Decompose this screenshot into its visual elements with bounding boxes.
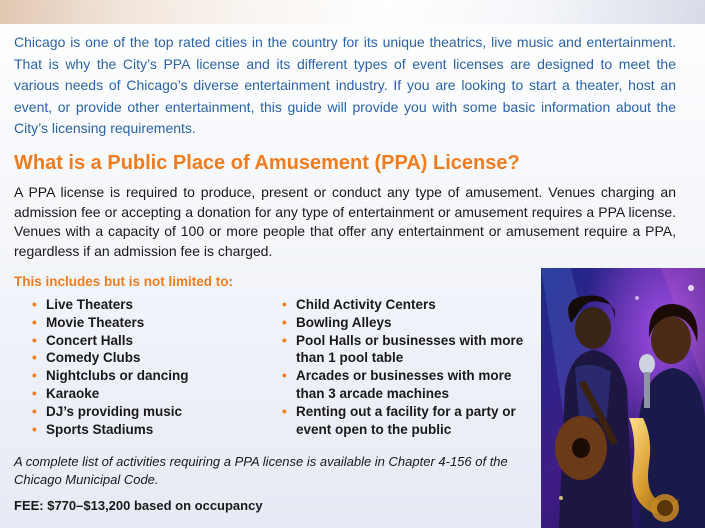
activity-list-left: [30, 296, 270, 438]
list-item: [30, 385, 270, 403]
bullet-icon: •: [32, 350, 37, 366]
list-item-label: Sports Stadiums: [46, 421, 154, 437]
list-item-label: Pool Halls or businesses with more than 1 pool table: [296, 332, 524, 366]
list-item-label: Child Activity Centers: [296, 297, 436, 312]
list-item: [280, 367, 525, 403]
list-item: [280, 314, 525, 332]
intro-paragraph: Chicago is one of the top rated cities in the country for its unique theatrics, live music and entertainment. That is why the City’s PPA license and its different types of event licenses are designed to meet the various needs of Chicago’s diverse entertainment industry. If you are looking to start a theater, host an event, or provide other entertainment, this guide will provide you with some basic information about the City’s licensing requirements.: [14, 34, 676, 136]
list-item: [30, 296, 270, 314]
list-item-label: Bowling Alleys: [296, 314, 392, 330]
decorative-header-strip: [0, 0, 705, 24]
list-item-label: Arcades or businesses with more than 3 arcade machines: [296, 368, 512, 401]
bullet-icon: •: [282, 368, 287, 384]
list-item: [30, 403, 270, 421]
list-item-label: Movie Theaters: [46, 314, 145, 330]
list-item: [30, 314, 270, 332]
list-item-label: Karaoke: [46, 385, 100, 401]
musicians-photo-illustration: [541, 268, 705, 528]
list-item-label: Comedy Clubs: [46, 350, 141, 366]
list-item-label: DJ’s providing music: [46, 403, 183, 419]
list-item: [280, 296, 525, 314]
bullet-icon: •: [282, 403, 287, 419]
bullet-icon: •: [32, 314, 37, 330]
list-item: [30, 421, 270, 439]
list-item: [30, 367, 270, 385]
list-item-label: Nightclubs or dancing: [46, 368, 189, 384]
bullet-icon: •: [32, 421, 37, 437]
ppa-description: A PPA license is required to produce, present or conduct any type of amusement. Venues charging an admission fee or accepting a donation for any type of entertainment or amusement requires a PPA license. Venues with a capacity of 100 or more people that offer any entertainment or amusement require a PPA, regardless if an admission fee is charged.: [14, 184, 676, 259]
bullet-icon: •: [32, 403, 37, 419]
section-heading: What is a Public Place of Amusement (PPA) License?: [14, 152, 520, 174]
list-item-label: Concert Halls: [46, 332, 134, 348]
list-item: [30, 332, 270, 350]
list-item: [30, 349, 270, 367]
bullet-icon: •: [32, 297, 37, 312]
fee-line: FEE: $770–$13,200 based on occupancy: [14, 498, 263, 513]
includes-label: This includes but is not limited to:: [14, 274, 233, 289]
list-item-label: Live Theaters: [46, 297, 134, 312]
list-item: [280, 403, 525, 439]
bullet-icon: •: [32, 332, 37, 348]
bullet-icon: •: [282, 314, 287, 330]
activity-list-right: [280, 296, 525, 438]
municipal-code-footnote: A complete list of activities requiring a PPA license is available in Chapter 4-156 of the Chicago Municipal Code.: [14, 454, 508, 487]
bullet-icon: •: [32, 385, 37, 401]
musicians-performing-photo: [541, 268, 705, 528]
bullet-icon: •: [32, 368, 37, 384]
bullet-icon: •: [282, 332, 287, 348]
list-item-label: Renting out a facility for a party or event open to the public: [296, 403, 516, 437]
list-item: [280, 332, 525, 368]
bullet-icon: •: [282, 297, 287, 312]
